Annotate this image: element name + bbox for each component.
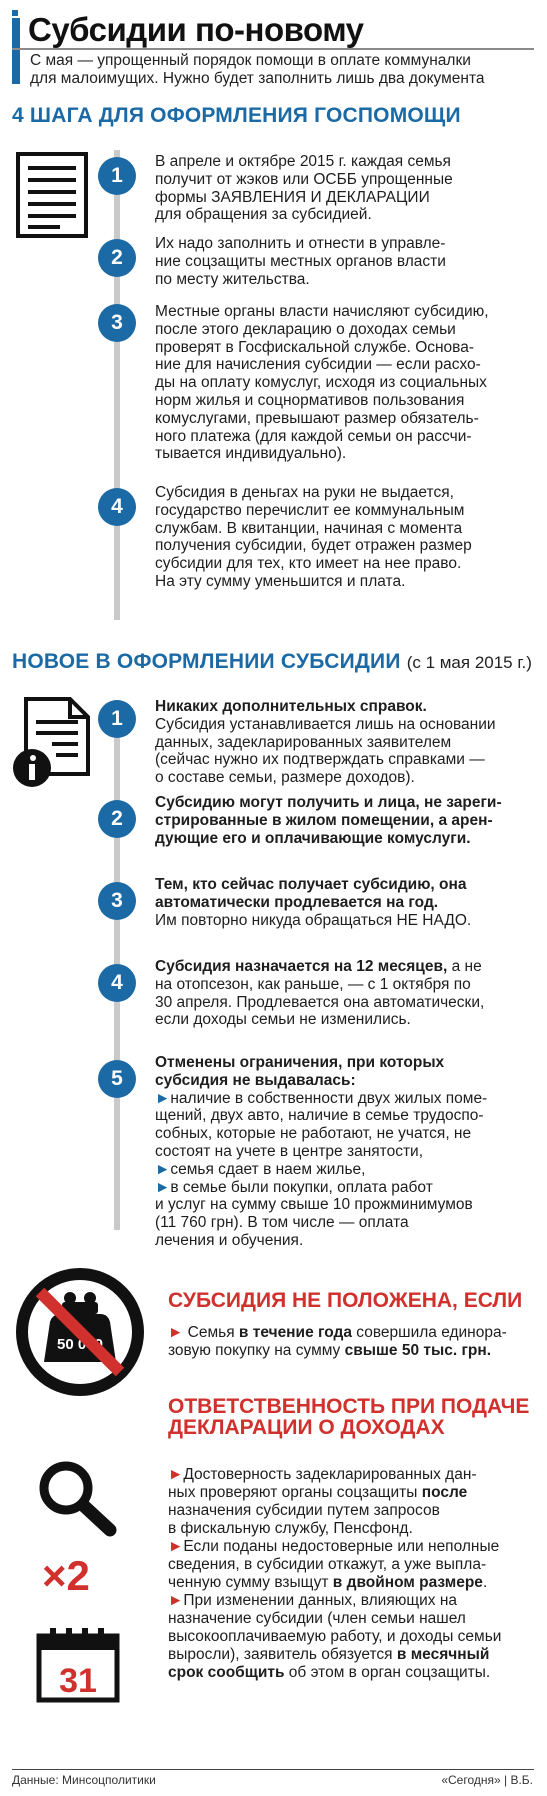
step-line: На эту сумму уменьшится и плата. [155,572,406,590]
text-span: . [482,1574,488,1591]
magnifier-icon [36,1458,118,1538]
text-span: зовую покупку на сумму [168,1342,345,1359]
step-line: получит от жэков или ОСББ упрощенные [155,170,453,188]
step-line: субсидии для тех, кто имеет на нее право. [155,555,462,573]
responsibility-title-line: ДЕКЛАРАЦИИ О ДОХОДАХ [168,1416,445,1439]
text-line: Если поданы недостоверные или неполные [183,1538,500,1555]
rule-number-badge: 1 [98,700,136,738]
rule-line: состоят на учете в центре занятости, [155,1142,424,1160]
section-new-title [12,650,532,674]
step-line: В апреле и октябре 2015 г. каждая семья [155,153,451,170]
step-line: Субсидия в деньгах на руки не выдается, [155,484,454,501]
steps-timeline [114,150,120,620]
page-title: Субсидии по-новому [28,11,364,48]
section-new-title-text: НОВОЕ В ОФОРМЛЕНИИ СУБСИДИИ [12,650,401,673]
bullet-arrow-icon: ► [168,1324,184,1341]
rule-line: собных, которые не работают, не учатся, не [155,1125,472,1143]
bold-span: после [421,1484,468,1501]
bold-span: в двойном размере [332,1574,483,1591]
rule-bold-line: Никаких дополнительных справок. [155,698,427,715]
step-line: ного платежа (для каждой семьи он рассчи- [155,427,472,445]
step-line: формы ЗАЯВЛЕНИЯ И ДЕКЛАРАЦИИ [155,188,430,206]
rule-text [155,1054,535,1250]
step-line: по месту жительства. [155,270,310,288]
text-line: в фискальную службу, Пенсфонд. [168,1520,413,1537]
rule-line: на отопсезон, как раньше, — с 1 октября по [155,975,471,993]
rule-line: лечения и обучения. [155,1231,304,1249]
not-eligible-text [168,1324,536,1360]
text-span: совершила единора- [351,1324,507,1341]
footer-divider [12,1769,534,1770]
subtitle-line: для малоимущих. Нужно будет заполнить лишь два документа [30,70,485,87]
rule-number-badge: 4 [98,964,136,1002]
text-line: Достоверность задекларированных дан- [183,1466,477,1483]
wallet-amount: 50 000 [57,1336,103,1353]
step-line: проверят в Госфискальной службе. Основа- [155,338,475,356]
footer-source: Данные: Минсоцполитики [12,1773,156,1787]
step-line: норм жилья и соцнормативов пользования [155,391,465,409]
rule-bold-span: Субсидия назначается на 12 месяцев, [155,958,448,975]
rule-line: если доходы семьи не изменились. [155,1011,411,1029]
rule-bold-line: субсидия не выдавалась: [155,1071,356,1089]
step-line: получения субсидии, будет отражен размер [155,537,472,555]
info-document-icon [12,696,92,788]
responsibility-text [168,1466,536,1682]
rule-line: в семье были покупки, оплата работ [170,1178,433,1196]
rule-bold-line: Отменены ограничения, при которых [155,1054,445,1071]
rule-text [155,876,535,929]
calendar-icon [36,1626,120,1704]
step-line: Местные органы власти начисляют субсидию, [155,303,489,320]
double-multiplier: ×2 [42,1552,90,1599]
bullet-arrow-icon: ► [155,1178,171,1196]
responsibility-title [168,1396,529,1438]
rule-line: и услуг на сумму свыше 10 прожминимумов [155,1196,473,1214]
step-text [155,484,535,591]
bullet-arrow-icon: ► [155,1160,171,1178]
step-line: ды на оплату комуслуг, исходя из социальных [155,374,487,392]
step-number-badge: 1 [98,157,136,195]
text-span: выросли), заявитель обязуется [168,1646,397,1663]
subtitle [30,52,540,88]
rule-bold-line: Тем, кто сейчас получает субсидию, она [155,876,467,893]
step-text [155,235,535,288]
bullet-arrow-icon: ► [168,1538,184,1555]
section-new-date-note: (с 1 мая 2015 г.) [406,653,532,672]
rule-line: щений, двух авто, наличие в семье трудоспо- [155,1107,484,1125]
footer-credit: «Сегодня» | В.Б. [441,1773,533,1787]
step-line: ние для начисления субсидии — если расхо- [155,356,481,374]
rule-line: Им повторно никуда обращаться НЕ НАДО. [155,911,472,929]
rule-line: Субсидия устанавливается лишь на основании [155,715,496,733]
rule-line: наличие в собственности двух жилых поме- [170,1089,488,1107]
step-line: службам. В квитанции, начиная с момента [155,519,463,537]
bold-span: срок сообщить [168,1664,285,1681]
step-line: тывается индивидуально). [155,445,347,463]
rule-bold-line: дующие его и оплачивающие комуслуги. [155,829,471,847]
rule-bold-line: Субсидию могут получить и лица, не зареги- [155,794,502,811]
document-icon [16,152,88,238]
rule-text [155,958,535,1029]
subtitle-line: С мая — упрощенный порядок помощи в оплате коммуналки [30,52,471,69]
responsibility-title-line: ОТВЕТСТВЕННОСТЬ ПРИ ПОДАЧЕ [168,1395,530,1418]
bold-span: в месячный [396,1646,490,1663]
section-steps-title: 4 ШАГА ДЛЯ ОФОРМЛЕНИЯ ГОСПОМОЩИ [12,104,461,127]
rule-span: а не [447,958,482,975]
text-line: высокооплачиваемую работу, и доходы семьи [168,1628,502,1645]
text-line: При изменении данных, влияющих на [183,1592,458,1609]
step-number-badge: 4 [98,488,136,526]
rule-line: (сейчас нужно их подтверждать справками — [155,751,485,769]
rule-line: о составе семьи, размере доходов). [155,769,415,787]
rule-line: (11 760 грн). В том числе — оплата [155,1214,409,1232]
step-text [155,153,535,224]
step-line: государство перечислит ее коммунальным [155,501,465,519]
text-line: назначение субсидии (член семьи нашел [168,1610,466,1627]
rule-line: 30 апреля. Продлевается она автоматически, [155,993,485,1011]
bold-span: в течение года [238,1324,352,1341]
step-line: ние соцзащиты местных органов власти [155,252,446,270]
text-span: об этом в орган соцзащиты. [284,1664,491,1681]
bullet-arrow-icon: ► [155,1089,171,1107]
step-line: для обращения за субсидией. [155,206,372,224]
step-line: Их надо заполнить и отнести в управле- [155,235,446,252]
rule-text [155,698,535,787]
step-text [155,303,535,463]
prohibited-wallet-icon [14,1266,146,1398]
rule-line: семья сдает в наем жилье, [170,1160,366,1178]
rule-number-badge: 3 [98,882,136,920]
step-line: после этого декларацию о доходах семьи [155,320,456,338]
rule-text [155,794,535,847]
bold-span: свыше 50 тыс. грн. [344,1342,492,1359]
text-line: сведения, в субсидии откажут, а уже выпла- [168,1556,487,1573]
rule-line: данных, задекларированных заявителем [155,733,452,751]
text-span: ченную сумму взыщут [168,1574,333,1591]
text-span: Семья [187,1324,239,1341]
step-line: комуслугами, превышают размер обязатель- [155,409,479,427]
rule-number-badge: 5 [98,1060,136,1098]
rule-bold-line: стрированные в жилом помещении, а арен- [155,811,493,829]
text-span: ных проверяют органы соцзащиты [168,1484,422,1501]
not-eligible-title: СУБСИДИЯ НЕ ПОЛОЖЕНА, ЕСЛИ [168,1289,523,1312]
bullet-arrow-icon: ► [168,1466,184,1483]
calendar-day: 31 [59,1662,97,1700]
bullet-arrow-icon: ► [168,1592,184,1609]
rule-bold-line: автоматически продлевается на год. [155,893,439,911]
step-number-badge: 3 [98,304,136,342]
rule-number-badge: 2 [98,800,136,838]
step-number-badge: 2 [98,239,136,277]
text-line: назначения субсидии путем запросов [168,1502,440,1519]
title-block [12,10,534,50]
